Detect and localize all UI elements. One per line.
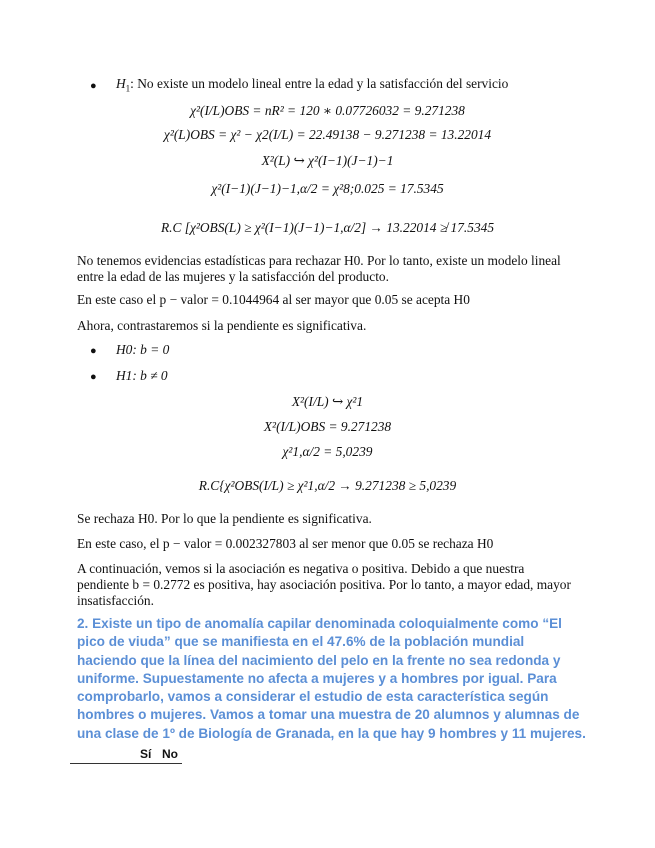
- table-header-si: Sí: [140, 747, 152, 761]
- equation-rejection-region-1: R.C [χ²OBS(L) ≥ χ²(I−1)(J−1)−1,α/2] → 13.22014 ≱ 17.5345: [160, 220, 495, 235]
- table-header-no: No: [162, 747, 178, 761]
- pvalue-paragraph-1: En este caso el p − valor = 0.1044964 al ser mayor que 0.05 se acepta H0: [77, 292, 470, 307]
- equation-chi-il-obs-2: X²(I/L)OBS = 9.271238: [263, 419, 392, 434]
- bullet-dot: ●: [90, 371, 97, 383]
- equation-distribution-il: X²(I/L) ↪ χ²1: [291, 394, 364, 409]
- reject-paragraph: Se rechaza H0. Por lo que la pendiente es significativa.: [77, 511, 372, 526]
- section-2-statement: 2. Existe un tipo de anomalía capilar denominada coloquialmente como “El pico de viuda” que se manifiesta en el 47.6% de la población mundial haciendo que la línea del nacimiento del pelo en la frente no sea redonda y uniforme. Supuestamente no afecta a mujeres y a hombres por igual. Para comprobarlo, vamos a considerar el estudio de esta característica según hombres o mujeres. Vamos a tomar una muestra de 20 alumnos y alumnas de una clase de 1º de Biología de Granada, en la que hay 9 hombres y 11 mujeres.: [77, 616, 586, 741]
- equation-distribution-l: X²(L) ↪ χ²(I−1)(J−1)−1: [261, 153, 394, 168]
- hypothesis-h1-slope: H1: b ≠ 0: [116, 368, 168, 383]
- table-top-rule: [70, 763, 182, 764]
- association-paragraph: A continuación, vemos si la asociación es negativa o positiva. Debido a que nuestra pendiente b = 0.2772 es positiva, hay asociación positiva. Por lo tanto, a mayor edad, mayor insatisfacción.: [77, 561, 571, 608]
- equation-rejection-region-2: R.C{χ²OBS(I/L) ≥ χ²1,α/2 → 9.271238 ≥ 5,0239: [198, 478, 457, 493]
- conclusion-paragraph: No tenemos evidencias estadísticas para rechazar H0. Por lo tanto, existe un modelo lineal entre la edad de las mujeres y la satisfacción del producto.: [77, 253, 561, 284]
- equation-critical-value: χ²(I−1)(J−1)−1,α/2 = χ²8;0.025 = 17.5345: [211, 181, 444, 196]
- bullet-dot: ●: [90, 80, 97, 92]
- hypothesis-h0-slope: H0: b = 0: [116, 342, 170, 357]
- equation-chi-il-obs: χ²(I/L)OBS = nR² = 120 ∗ 0.07726032 = 9.271238: [190, 103, 465, 118]
- hypothesis-h1: $H_1$: No existe un modelo lineal entre la edad y la satisfacción del servicio: [116, 76, 509, 94]
- equation-chi-l-obs: χ²(L)OBS = χ² − χ2(I/L) = 22.49138 − 9.271238 = 13.22014: [163, 127, 492, 142]
- equation-critical-value-2: χ²1,α/2 = 5,0239: [282, 444, 373, 459]
- slope-intro-paragraph: Ahora, contrastaremos si la pendiente es significativa.: [77, 318, 367, 333]
- bullet-dot: ●: [90, 345, 97, 357]
- pvalue-paragraph-2: En este caso, el p − valor = 0.002327803 al ser menor que 0.05 se rechaza H0: [77, 536, 494, 551]
